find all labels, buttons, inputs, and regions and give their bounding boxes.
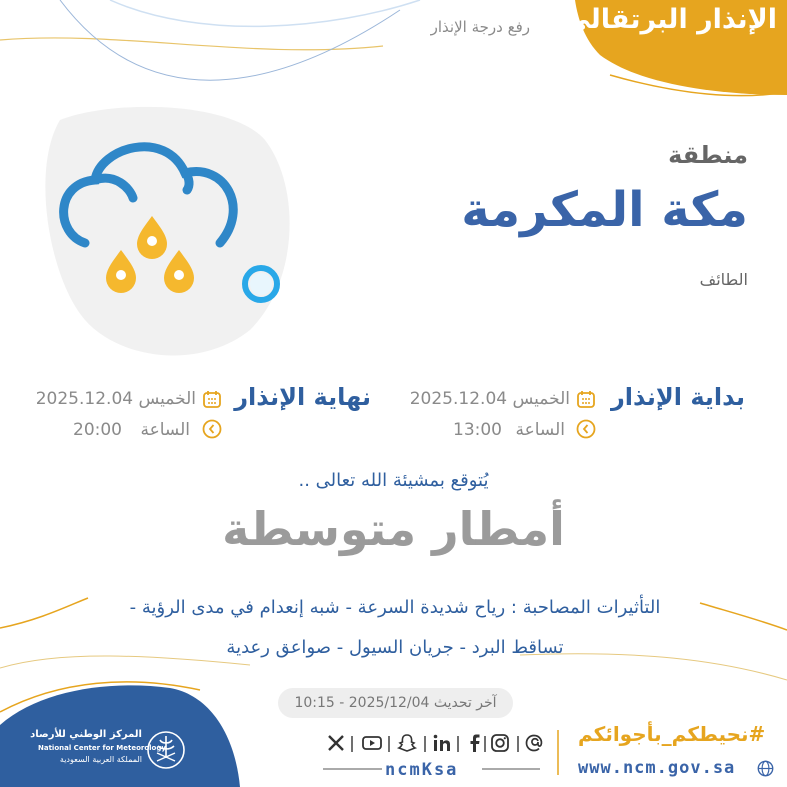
alert-start-time-label: الساعة (515, 420, 565, 440)
effects-line-2: تساقط البرد - جريان السيول - صواعق رعدية (226, 637, 564, 658)
alert-level-title: الإنذار البرتقالي (563, 4, 777, 35)
region-name: مكة المكرمة (461, 182, 748, 238)
alert-change-text: رفع درجة الإنذار (430, 18, 530, 36)
clock-icon (576, 419, 596, 439)
alert-start-title: بداية الإنذار (610, 383, 745, 411)
region-label: منطقة (668, 141, 748, 169)
city-name: الطائف (699, 270, 748, 289)
clock-icon (202, 419, 222, 439)
website-link[interactable]: www.ncm.gov.sa (578, 758, 736, 778)
org-country-ar: المملكة العربية السعودية (59, 755, 142, 764)
hashtag: #نحيطكم_بأجوائكم (578, 722, 766, 746)
alert-end-date: الخميس 2025.12.04 (35, 389, 196, 409)
last-update-badge: آخر تحديث 2025/12/04 - 10:15 (278, 688, 513, 718)
accompanying-effects (100, 588, 690, 668)
alert-start-date: الخميس 2025.12.04 (409, 389, 570, 409)
alert-start-time: 13:00 (453, 420, 502, 440)
social-separators (348, 734, 528, 754)
social-handle[interactable]: ncmKsa (385, 760, 459, 780)
calendar-icon (202, 389, 222, 409)
weather-phenomenon: أمطار متوسطة (222, 502, 565, 556)
x-icon[interactable] (325, 732, 347, 754)
globe-icon (757, 760, 774, 777)
alert-end-title: نهاية الإنذار (234, 383, 371, 411)
alert-end-time-label: الساعة (140, 420, 190, 440)
org-name-en: National Center for Meteorology (38, 744, 166, 752)
rain-cloud-icon (55, 128, 295, 308)
forecast-intro: يُتوقع بمشيئة الله تعالى .. (298, 470, 489, 491)
alert-end-time: 20:00 (73, 420, 122, 440)
org-name-ar: المركز الوطني للأرصاد (30, 729, 142, 740)
calendar-icon (576, 389, 596, 409)
effects-line-1: التأثيرات المصاحبة : رياح شديدة السرعة - شبه إنعدام في مدى الرؤية - (129, 597, 661, 618)
